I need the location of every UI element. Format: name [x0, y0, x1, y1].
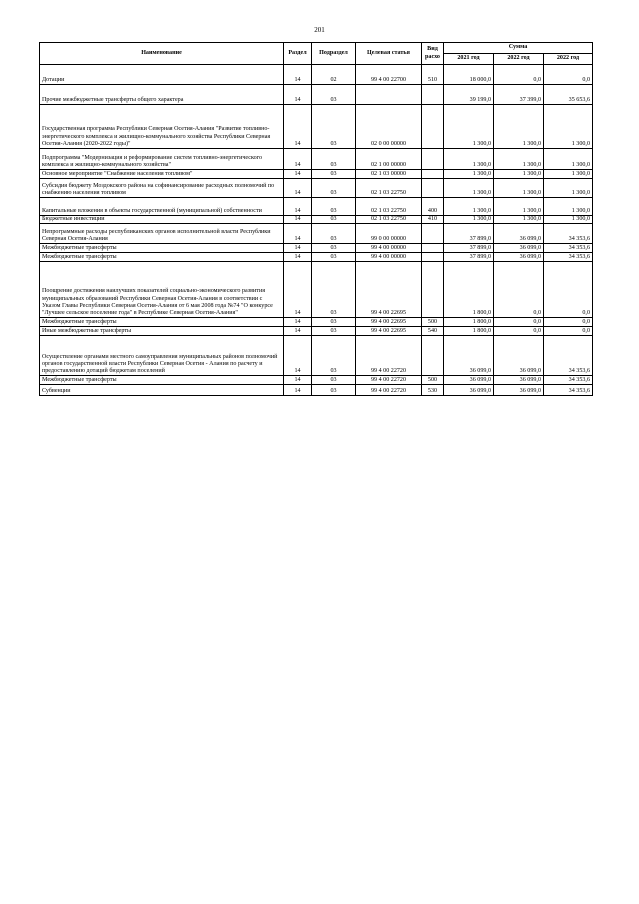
table-body — [40, 65, 593, 396]
row-expense-type-cell — [422, 244, 444, 253]
row-podrazdel-cell: 03 — [312, 105, 356, 149]
row-sum-2021-cell: 36 099,0 — [444, 336, 494, 376]
row-expense-type-cell — [422, 224, 444, 244]
row-sum-2022a-cell: 1 300,0 — [494, 170, 544, 179]
row-sum-2021-cell: 1 800,0 — [444, 318, 494, 327]
row-sum-2022a-cell: 36 099,0 — [494, 224, 544, 244]
row-sum-2021-cell: 1 300,0 — [444, 216, 494, 224]
row-sum-2022a-cell: 1 300,0 — [494, 105, 544, 149]
row-expense-type-cell — [422, 262, 444, 318]
row-podrazdel-cell: 03 — [312, 244, 356, 253]
row-name-cell: Иные межбюджетные трансферты — [40, 327, 284, 336]
row-sum-2022b-cell: 1 300,0 — [544, 198, 593, 216]
row-razdel-cell: 14 — [284, 105, 312, 149]
header-razdel: Раздел — [284, 43, 312, 65]
row-sum-2021-cell: 1 300,0 — [444, 198, 494, 216]
row-podrazdel-cell: 03 — [312, 376, 356, 385]
row-target-article-cell: 99 4 00 22720 — [356, 336, 422, 376]
row-sum-2021-cell: 37 899,0 — [444, 253, 494, 262]
row-sum-2022b-cell: 1 300,0 — [544, 149, 593, 170]
row-target-article-cell: 99 4 00 00000 — [356, 253, 422, 262]
row-razdel-cell: 14 — [284, 85, 312, 105]
row-podrazdel-cell: 02 — [312, 65, 356, 85]
row-sum-2022a-cell: 36 099,0 — [494, 385, 544, 396]
header-year-2022b: 2022 год — [544, 54, 593, 65]
table-row — [40, 385, 593, 396]
row-target-article-cell: 99 4 00 22700 — [356, 65, 422, 85]
row-podrazdel-cell: 03 — [312, 179, 356, 198]
row-name-cell: Государственная программа Республики Северная Осетия-Алания "Развитие топливно-энергетического комплекса и жилищно-коммунального хозяйства Республики Северная Осетия-Алания (2020-2022 годы)" — [40, 105, 284, 149]
row-sum-2022a-cell: 36 099,0 — [494, 376, 544, 385]
row-razdel-cell: 14 — [284, 224, 312, 244]
row-target-article-cell: 99 4 00 22695 — [356, 327, 422, 336]
row-name-cell: Осуществление органами местного самоуправления муниципальных районов полномочий органов государственной власти Республики Северная Осетия - Алания по расчету и предоставлению дотаций бюджетам поселений — [40, 336, 284, 376]
row-expense-type-cell — [422, 149, 444, 170]
row-sum-2022a-cell: 1 300,0 — [494, 216, 544, 224]
page-number: 201 — [314, 26, 325, 34]
row-expense-type-cell: 530 — [422, 385, 444, 396]
row-name-cell: Бюджетные инвестиции — [40, 216, 284, 224]
row-sum-2022b-cell: 1 300,0 — [544, 170, 593, 179]
row-sum-2021-cell: 36 099,0 — [444, 376, 494, 385]
row-podrazdel-cell: 03 — [312, 224, 356, 244]
row-sum-2022b-cell: 34 353,6 — [544, 244, 593, 253]
row-expense-type-cell: 500 — [422, 318, 444, 327]
row-expense-type-cell: 510 — [422, 65, 444, 85]
row-target-article-cell: 99 4 00 00000 — [356, 244, 422, 253]
row-podrazdel-cell: 03 — [312, 149, 356, 170]
row-target-article-cell: 02 0 00 00000 — [356, 105, 422, 149]
row-expense-type-cell — [422, 336, 444, 376]
row-name-cell: Прочие межбюджетные трансферты общего характера — [40, 85, 284, 105]
row-sum-2022b-cell: 0,0 — [544, 318, 593, 327]
row-sum-2021-cell: 37 899,0 — [444, 244, 494, 253]
row-sum-2021-cell: 1 300,0 — [444, 149, 494, 170]
row-expense-type-cell — [422, 105, 444, 149]
row-expense-type-cell: 400 — [422, 198, 444, 216]
header-year-2021: 2021 год — [444, 54, 494, 65]
table-row — [40, 253, 593, 262]
row-sum-2022a-cell: 0,0 — [494, 65, 544, 85]
header-year-2022a: 2022 год — [494, 54, 544, 65]
table-header — [40, 43, 593, 65]
row-razdel-cell: 14 — [284, 149, 312, 170]
row-name-cell: Межбюджетные трансферты — [40, 318, 284, 327]
row-name-cell: Подпрограмма "Модернизация и реформирование систем топливно-энергетического комплекса и жилищно-коммунального хозяйства" — [40, 149, 284, 170]
table-row — [40, 318, 593, 327]
row-sum-2022a-cell: 36 099,0 — [494, 336, 544, 376]
table-row — [40, 170, 593, 179]
row-sum-2022a-cell: 0,0 — [494, 318, 544, 327]
row-razdel-cell: 14 — [284, 198, 312, 216]
row-name-cell: Дотации — [40, 65, 284, 85]
row-target-article-cell: 99 4 00 22720 — [356, 376, 422, 385]
row-razdel-cell: 14 — [284, 336, 312, 376]
row-razdel-cell: 14 — [284, 170, 312, 179]
row-razdel-cell: 14 — [284, 216, 312, 224]
row-sum-2022a-cell: 1 300,0 — [494, 198, 544, 216]
row-sum-2022a-cell: 0,0 — [494, 327, 544, 336]
row-name-cell: Межбюджетные трансферты — [40, 253, 284, 262]
row-expense-type-cell: 500 — [422, 376, 444, 385]
table-row — [40, 65, 593, 85]
row-name-cell: Непрограммные расходы республиканских органов исполнительной власти Республики Северная Осетия-Алания — [40, 224, 284, 244]
row-sum-2021-cell: 37 899,0 — [444, 224, 494, 244]
row-razdel-cell: 14 — [284, 262, 312, 318]
row-sum-2022a-cell: 37 399,0 — [494, 85, 544, 105]
table-row — [40, 244, 593, 253]
row-razdel-cell: 14 — [284, 65, 312, 85]
row-target-article-cell: 99 4 00 22695 — [356, 318, 422, 327]
row-sum-2021-cell: 18 000,0 — [444, 65, 494, 85]
row-razdel-cell: 14 — [284, 385, 312, 396]
table-row — [40, 262, 593, 318]
row-target-article-cell: 02 1 03 00000 — [356, 170, 422, 179]
row-target-article-cell: 99 0 00 00000 — [356, 224, 422, 244]
row-podrazdel-cell: 03 — [312, 198, 356, 216]
row-razdel-cell: 14 — [284, 179, 312, 198]
header-podrazdel: Подраздел — [312, 43, 356, 65]
row-sum-2022b-cell: 0,0 — [544, 327, 593, 336]
table-row — [40, 105, 593, 149]
row-expense-type-cell: 410 — [422, 216, 444, 224]
row-sum-2022b-cell: 0,0 — [544, 65, 593, 85]
row-expense-type-cell: 540 — [422, 327, 444, 336]
row-sum-2022a-cell: 36 099,0 — [494, 244, 544, 253]
budget-table — [39, 42, 593, 396]
row-sum-2022b-cell: 0,0 — [544, 262, 593, 318]
row-podrazdel-cell: 03 — [312, 216, 356, 224]
row-sum-2021-cell: 1 300,0 — [444, 179, 494, 198]
row-expense-type-cell — [422, 179, 444, 198]
row-sum-2021-cell: 1 300,0 — [444, 170, 494, 179]
table-row — [40, 327, 593, 336]
header-expense-type-line1: Вид — [427, 46, 438, 53]
row-razdel-cell: 14 — [284, 327, 312, 336]
row-sum-2022b-cell: 34 353,6 — [544, 376, 593, 385]
row-name-cell: Межбюджетные трансферты — [40, 244, 284, 253]
row-sum-2021-cell: 1 800,0 — [444, 262, 494, 318]
header-sum: Сумма — [444, 43, 593, 54]
table-row — [40, 376, 593, 385]
row-sum-2021-cell: 1 800,0 — [444, 327, 494, 336]
table-row — [40, 336, 593, 376]
row-target-article-cell: 99 4 00 22720 — [356, 385, 422, 396]
row-podrazdel-cell: 03 — [312, 85, 356, 105]
row-sum-2022b-cell: 1 300,0 — [544, 105, 593, 149]
row-sum-2022b-cell: 34 353,6 — [544, 336, 593, 376]
row-sum-2022b-cell: 34 353,6 — [544, 224, 593, 244]
row-expense-type-cell — [422, 170, 444, 179]
row-target-article-cell: 99 4 00 22695 — [356, 262, 422, 318]
table-row — [40, 216, 593, 224]
row-target-article-cell: 02 1 03 22750 — [356, 216, 422, 224]
table-row — [40, 179, 593, 198]
row-podrazdel-cell: 03 — [312, 336, 356, 376]
row-sum-2022b-cell: 35 653,6 — [544, 85, 593, 105]
row-sum-2022b-cell: 34 353,6 — [544, 385, 593, 396]
row-target-article-cell: 02 1 03 22750 — [356, 179, 422, 198]
row-sum-2022b-cell: 1 300,0 — [544, 216, 593, 224]
row-sum-2021-cell: 1 300,0 — [444, 105, 494, 149]
row-podrazdel-cell: 03 — [312, 318, 356, 327]
row-sum-2022b-cell: 1 300,0 — [544, 179, 593, 198]
row-target-article-cell: 02 1 00 00000 — [356, 149, 422, 170]
header-target-article: Целевая статья — [356, 43, 422, 65]
row-target-article-cell: 02 1 03 22750 — [356, 198, 422, 216]
header-expense-type-line2: расхо — [425, 53, 440, 60]
row-razdel-cell: 14 — [284, 376, 312, 385]
row-podrazdel-cell: 03 — [312, 253, 356, 262]
row-razdel-cell: 14 — [284, 318, 312, 327]
header-expense-type — [422, 43, 444, 65]
row-target-article-cell — [356, 85, 422, 105]
row-sum-2022a-cell: 0,0 — [494, 262, 544, 318]
row-name-cell: Капитальные вложения в объекты государственной (муниципальной) собственности — [40, 198, 284, 216]
row-name-cell: Основное мероприятие "Снабжение населения топливом" — [40, 170, 284, 179]
row-razdel-cell: 14 — [284, 253, 312, 262]
row-sum-2022a-cell: 1 300,0 — [494, 179, 544, 198]
row-name-cell: Субвенции — [40, 385, 284, 396]
row-sum-2022b-cell: 34 353,6 — [544, 253, 593, 262]
row-name-cell: Поощрение достижения наилучших показателей социально-экономического развития муниципальных образований Республики Северная Осетия-Алания в соответствии с Указом Главы Республики Северная Осетия-Алания от 6 мая 2008 года №74 "О конкурсе "Лучшее сельское поселение года" в Республике Северная Осетия-Алания" — [40, 262, 284, 318]
row-podrazdel-cell: 03 — [312, 327, 356, 336]
row-sum-2022a-cell: 36 099,0 — [494, 253, 544, 262]
row-podrazdel-cell: 03 — [312, 170, 356, 179]
table-row — [40, 224, 593, 244]
row-name-cell: Межбюджетные трансферты — [40, 376, 284, 385]
row-sum-2022a-cell: 1 300,0 — [494, 149, 544, 170]
table-row — [40, 149, 593, 170]
table-row — [40, 85, 593, 105]
row-expense-type-cell — [422, 253, 444, 262]
row-name-cell: Субсидия бюджету Моздокского района на софинансирование расходных полномочий по снабжению населения топливом — [40, 179, 284, 198]
header-name: Наименование — [40, 43, 284, 65]
row-razdel-cell: 14 — [284, 244, 312, 253]
row-podrazdel-cell: 03 — [312, 262, 356, 318]
table-row — [40, 198, 593, 216]
row-sum-2021-cell: 39 199,0 — [444, 85, 494, 105]
row-sum-2021-cell: 36 099,0 — [444, 385, 494, 396]
row-podrazdel-cell: 03 — [312, 385, 356, 396]
row-expense-type-cell — [422, 85, 444, 105]
